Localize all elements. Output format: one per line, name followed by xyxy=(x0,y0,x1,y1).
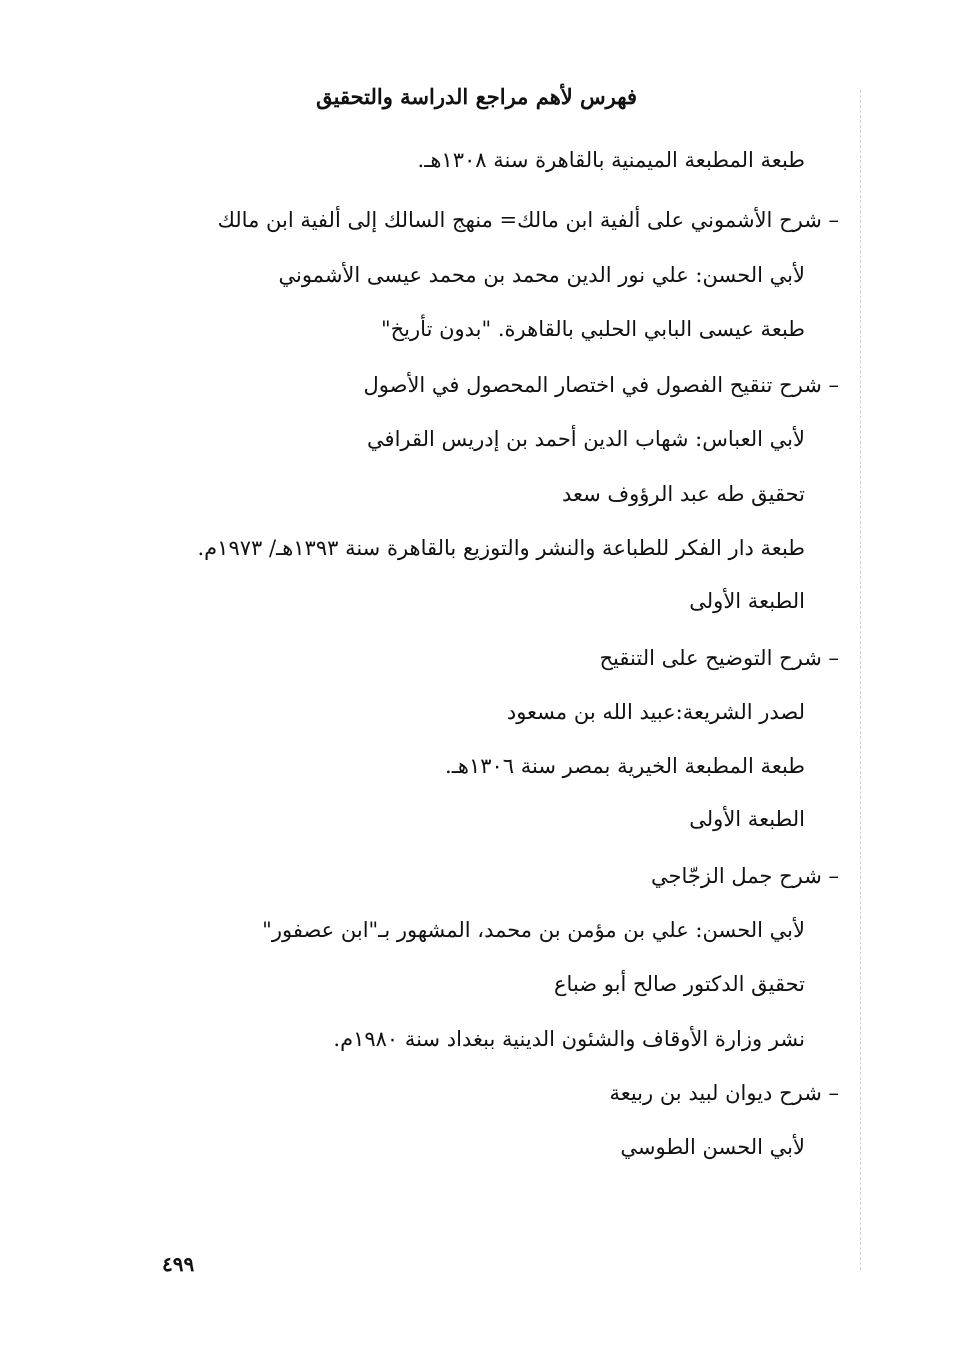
reference-entry: – شرح تنقيح الفصول في اختصار المحصول في الأصول xyxy=(363,373,839,397)
reference-line: تحقيق طه عبد الرؤوف سعد xyxy=(561,482,805,506)
reference-line: لأبي العباس: شهاب الدين أحمد بن إدريس القرافي xyxy=(367,427,805,451)
margin-rule xyxy=(860,90,861,1270)
reference-line: لأبي الحسن: علي نور الدين محمد بن محمد عيسى الأشموني xyxy=(278,263,805,287)
reference-entry: – شرح الأشموني على ألفية ابن مالك= منهج السالك إلى ألفية ابن مالك xyxy=(217,208,839,232)
reference-line: طبعة المطبعة الخيرية بمصر سنة ١٣٠٦هـ. xyxy=(445,754,805,778)
reference-line: لصدر الشريعة:عبيد الله بن مسعود xyxy=(506,700,805,724)
reference-line: طبعة دار الفكر للطباعة والنشر والتوزيع بالقاهرة سنة ١٣٩٣هـ/ ١٩٧٣م. xyxy=(197,536,805,560)
reference-line: الطبعة الأولى xyxy=(689,589,805,613)
reference-line: الطبعة الأولى xyxy=(689,807,805,831)
page-header: فهرس لأهم مراجع الدراسة والتحقيق xyxy=(316,84,637,109)
reference-entry: – شرح جمل الزجّاجي xyxy=(651,864,839,888)
reference-line: لأبي الحسن الطوسي xyxy=(620,1135,805,1159)
reference-line: لأبي الحسن: علي بن مؤمن بن محمد، المشهور بـ"ابن عصفور" xyxy=(262,918,805,942)
reference-line: نشر وزارة الأوقاف والشئون الدينية ببغداد سنة ١٩٨٠م. xyxy=(333,1027,805,1051)
reference-entry: – شرح التوضيح على التنقيح xyxy=(599,646,839,670)
page-number: ٤٩٩ xyxy=(162,1252,195,1276)
reference-line: طبعة المطبعة الميمنية بالقاهرة سنة ١٣٠٨هـ. xyxy=(417,148,805,172)
reference-line: تحقيق الدكتور صالح أبو ضباع xyxy=(554,972,805,996)
reference-entry: – شرح ديوان لبيد بن ربيعة xyxy=(609,1081,839,1105)
reference-line: طبعة عيسى البابي الحلبي بالقاهرة. "بدون تأريخ" xyxy=(380,317,805,341)
